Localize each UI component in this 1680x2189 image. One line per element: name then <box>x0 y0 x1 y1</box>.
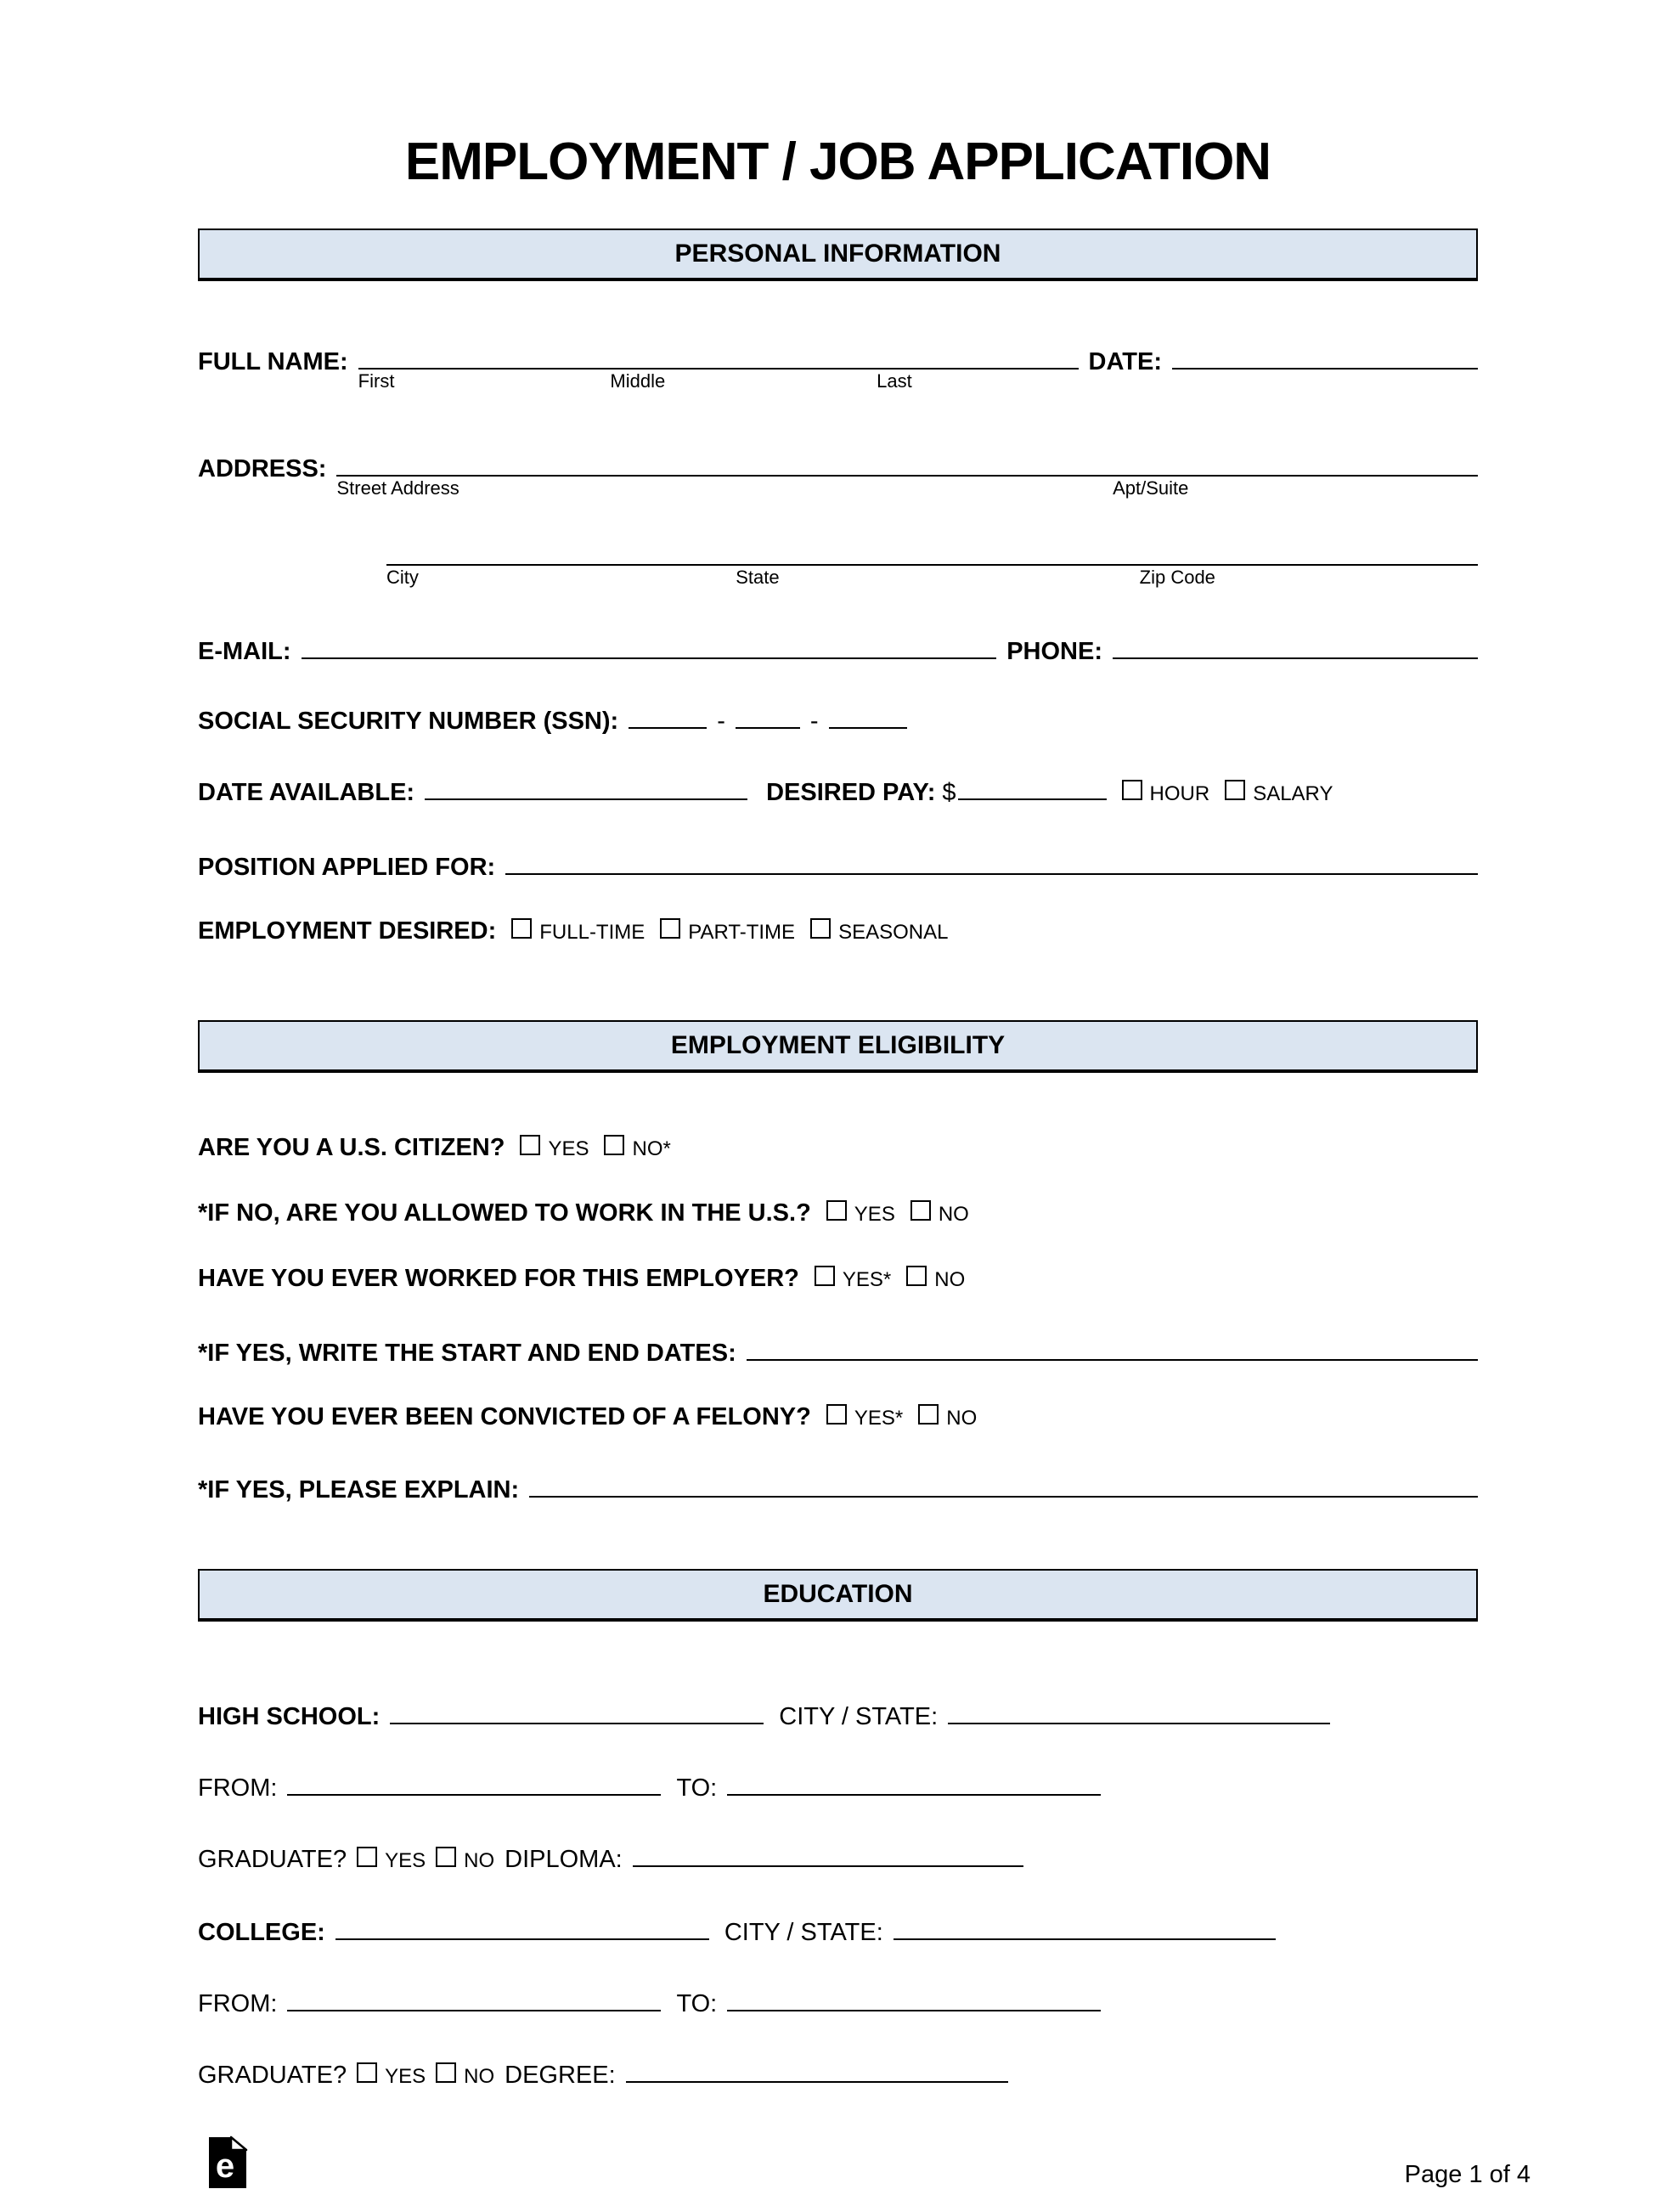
college-field[interactable] <box>335 1910 709 1940</box>
section-title-education: EDUCATION <box>763 1580 913 1608</box>
high-school-field[interactable] <box>390 1694 764 1724</box>
high-school-graduate-row <box>198 1836 1478 1876</box>
sublabel-zip-code: Zip Code <box>1139 567 1215 588</box>
us-citizen-option-no <box>604 1134 670 1165</box>
college-city-state-label: CITY / STATE: <box>724 1919 883 1946</box>
start-end-dates-label: *IF YES, WRITE THE START AND END DATES: <box>198 1340 736 1367</box>
ssn-field-part1[interactable] <box>629 698 707 729</box>
us-citizen-yes-label: YES <box>548 1137 589 1160</box>
high-school-graduate-yes-label: YES <box>385 1849 426 1872</box>
high-school-graduate-option-yes <box>357 1846 426 1876</box>
college-label: COLLEGE: <box>198 1919 325 1946</box>
college-dates-row <box>198 1981 1478 2019</box>
sublabel-last: Last <box>877 370 912 392</box>
felony-explain-field[interactable] <box>529 1467 1478 1498</box>
high-school-graduate-yes-checkbox[interactable] <box>357 1847 377 1867</box>
worked-for-employer-no-label: NO <box>934 1268 966 1291</box>
email-phone-row <box>198 629 1478 667</box>
college-city-state-field[interactable] <box>894 1910 1276 1940</box>
college-graduate-option-no <box>436 2062 494 2092</box>
us-citizen-question: ARE YOU A U.S. CITIZEN? <box>198 1134 505 1161</box>
worked-for-employer-yes-label: YES* <box>842 1268 892 1291</box>
felony-no-label: NO <box>946 1407 978 1430</box>
sublabel-middle: Middle <box>610 370 666 392</box>
start-end-dates-row <box>198 1330 1478 1368</box>
college-graduate-yes-checkbox[interactable] <box>357 2062 377 2083</box>
sublabel-city: City <box>386 567 419 588</box>
employment-desired-row <box>198 916 1478 948</box>
ssn-separator-1: - <box>717 708 725 735</box>
address-line1-sublabels <box>336 479 1478 501</box>
college-row <box>198 1910 1478 1948</box>
felony-question: HAVE YOU EVER BEEN CONVICTED OF A FELONY? <box>198 1403 811 1430</box>
felony-question-row <box>198 1402 1478 1434</box>
college-from-label: FROM: <box>198 1990 278 2017</box>
college-graduate-yes-label: YES <box>385 2065 426 2088</box>
high-school-to-label: TO: <box>676 1774 718 1802</box>
allowed-to-work-no-checkbox[interactable] <box>910 1200 931 1221</box>
us-citizen-no-label: NO* <box>632 1137 671 1160</box>
email-label: E-MAIL: <box>198 638 291 665</box>
allowed-to-work-question: *IF NO, ARE YOU ALLOWED TO WORK IN THE U.S.? <box>198 1199 811 1227</box>
high-school-graduate-no-checkbox[interactable] <box>436 1847 456 1867</box>
degree-field[interactable] <box>626 2052 1008 2083</box>
high-school-graduate-label: GRADUATE? <box>198 1846 347 1873</box>
date-available-label: DATE AVAILABLE: <box>198 779 415 806</box>
worked-for-employer-option-no <box>906 1265 965 1295</box>
full-name-label: FULL NAME: <box>198 348 348 375</box>
allowed-to-work-question-row <box>198 1198 1478 1230</box>
section-header-employment-eligibility <box>198 1020 1478 1073</box>
college-graduate-label: GRADUATE? <box>198 2062 347 2089</box>
street-address-field[interactable] <box>336 446 1478 499</box>
sublabel-first: First <box>358 370 395 392</box>
start-end-dates-field[interactable] <box>747 1330 1478 1361</box>
full-name-row <box>198 339 1478 392</box>
desired-pay-label: DESIRED PAY: <box>766 779 936 806</box>
degree-label: DEGREE: <box>505 2062 616 2089</box>
college-graduate-row <box>198 2052 1478 2092</box>
ssn-field-part3[interactable] <box>829 698 907 729</box>
allowed-to-work-option-no <box>910 1199 969 1230</box>
part-time-checkbox[interactable] <box>660 918 680 939</box>
hour-label: HOUR <box>1149 782 1210 805</box>
high-school-row <box>198 1694 1478 1732</box>
position-applied-label: POSITION APPLIED FOR: <box>198 854 496 881</box>
sublabel-state: State <box>736 567 780 588</box>
page-footer <box>198 2136 1531 2189</box>
felony-option-yes <box>826 1403 903 1434</box>
address-label: ADDRESS: <box>198 455 327 482</box>
pay-option-hour <box>1122 779 1210 810</box>
page-number: Page 1 of 4 <box>1404 2161 1531 2189</box>
allowed-to-work-option-yes <box>826 1199 895 1230</box>
date-label: DATE: <box>1088 348 1162 375</box>
pay-option-salary <box>1225 779 1333 810</box>
felony-yes-checkbox[interactable] <box>826 1404 847 1425</box>
salary-label: SALARY <box>1253 782 1333 805</box>
section-header-personal-information <box>198 228 1478 281</box>
employment-option-seasonal <box>810 917 948 948</box>
felony-explain-label: *IF YES, PLEASE EXPLAIN: <box>198 1476 520 1504</box>
form-content <box>198 0 1531 2189</box>
employment-option-part-time <box>660 917 795 948</box>
us-citizen-no-checkbox[interactable] <box>604 1135 624 1155</box>
seasonal-checkbox[interactable] <box>810 918 831 939</box>
date-available-desired-pay-row <box>198 770 1478 810</box>
felony-explain-row <box>198 1467 1478 1505</box>
name-sublabels <box>358 372 1079 394</box>
college-graduate-no-checkbox[interactable] <box>436 2062 456 2083</box>
date-available-field[interactable] <box>425 770 747 800</box>
address-row-2 <box>198 535 1478 588</box>
full-name-field[interactable] <box>358 339 1079 392</box>
worked-for-employer-yes-checkbox[interactable] <box>815 1266 835 1286</box>
high-school-graduate-option-no <box>436 1846 494 1876</box>
salary-checkbox[interactable] <box>1225 780 1245 800</box>
allowed-to-work-yes-checkbox[interactable] <box>826 1200 847 1221</box>
us-citizen-yes-checkbox[interactable] <box>520 1135 540 1155</box>
ssn-separator-2: - <box>809 708 819 735</box>
city-state-zip-field[interactable] <box>386 535 1478 588</box>
worked-for-employer-question-row <box>198 1263 1478 1295</box>
high-school-city-state-label: CITY / STATE: <box>779 1703 939 1730</box>
high-school-to-field[interactable] <box>727 1765 1101 1796</box>
seasonal-label: SEASONAL <box>838 921 949 944</box>
diploma-label: DIPLOMA: <box>505 1846 623 1873</box>
phone-label: PHONE: <box>1006 638 1102 665</box>
eforms-logo <box>208 2136 247 2189</box>
address-row <box>198 446 1478 499</box>
college-from-field[interactable] <box>287 1981 661 2011</box>
position-applied-field[interactable] <box>505 844 1478 875</box>
section-title-personal-information: PERSONAL INFORMATION <box>674 240 1001 268</box>
part-time-label: PART-TIME <box>688 921 796 944</box>
college-to-label: TO: <box>676 1990 718 2017</box>
college-graduate-option-yes <box>357 2062 426 2092</box>
college-graduate-no-label: NO <box>464 2065 495 2088</box>
worked-for-employer-no-checkbox[interactable] <box>906 1266 927 1286</box>
high-school-city-state-field[interactable] <box>948 1694 1330 1724</box>
logo-letter: e <box>215 2147 235 2185</box>
phone-field[interactable] <box>1113 629 1478 659</box>
felony-option-no <box>918 1403 977 1434</box>
diploma-field[interactable] <box>633 1836 1023 1867</box>
position-applied-row <box>198 844 1478 883</box>
email-field[interactable] <box>302 629 997 659</box>
ssn-field-part2[interactable] <box>736 698 800 729</box>
ssn-row <box>198 698 1478 736</box>
allowed-to-work-yes-label: YES <box>854 1203 895 1226</box>
high-school-graduate-no-label: NO <box>464 1849 495 1872</box>
college-to-field[interactable] <box>727 1981 1101 2011</box>
employment-option-full-time <box>511 917 645 948</box>
full-time-checkbox[interactable] <box>511 918 532 939</box>
high-school-from-label: FROM: <box>198 1774 278 1802</box>
sublabel-apt-suite: Apt/Suite <box>1113 477 1189 499</box>
worked-for-employer-option-yes <box>815 1265 891 1295</box>
ssn-label: SOCIAL SECURITY NUMBER (SSN): <box>198 708 619 735</box>
desired-pay-field[interactable] <box>958 770 1107 800</box>
full-time-label: FULL-TIME <box>539 921 646 944</box>
high-school-dates-row <box>198 1765 1478 1803</box>
allowed-to-work-no-label: NO <box>938 1203 969 1226</box>
felony-yes-label: YES* <box>854 1407 904 1430</box>
employment-desired-label: EMPLOYMENT DESIRED: <box>198 917 497 945</box>
hour-checkbox[interactable] <box>1122 780 1142 800</box>
page-title: EMPLOYMENT / JOB APPLICATION <box>404 133 1271 191</box>
us-citizen-question-row <box>198 1132 1478 1165</box>
worked-for-employer-question: HAVE YOU EVER WORKED FOR THIS EMPLOYER? <box>198 1265 799 1292</box>
high-school-label: HIGH SCHOOL: <box>198 1703 381 1730</box>
section-title-employment-eligibility: EMPLOYMENT ELIGIBILITY <box>670 1031 1006 1059</box>
date-field[interactable] <box>1172 339 1478 370</box>
address-line2-sublabels <box>386 568 1478 590</box>
sublabel-street-address: Street Address <box>336 477 459 499</box>
section-header-education <box>198 1569 1478 1622</box>
felony-no-checkbox[interactable] <box>918 1404 939 1425</box>
us-citizen-option-yes <box>520 1134 589 1165</box>
currency-symbol: $ <box>942 779 956 806</box>
high-school-from-field[interactable] <box>287 1765 661 1796</box>
